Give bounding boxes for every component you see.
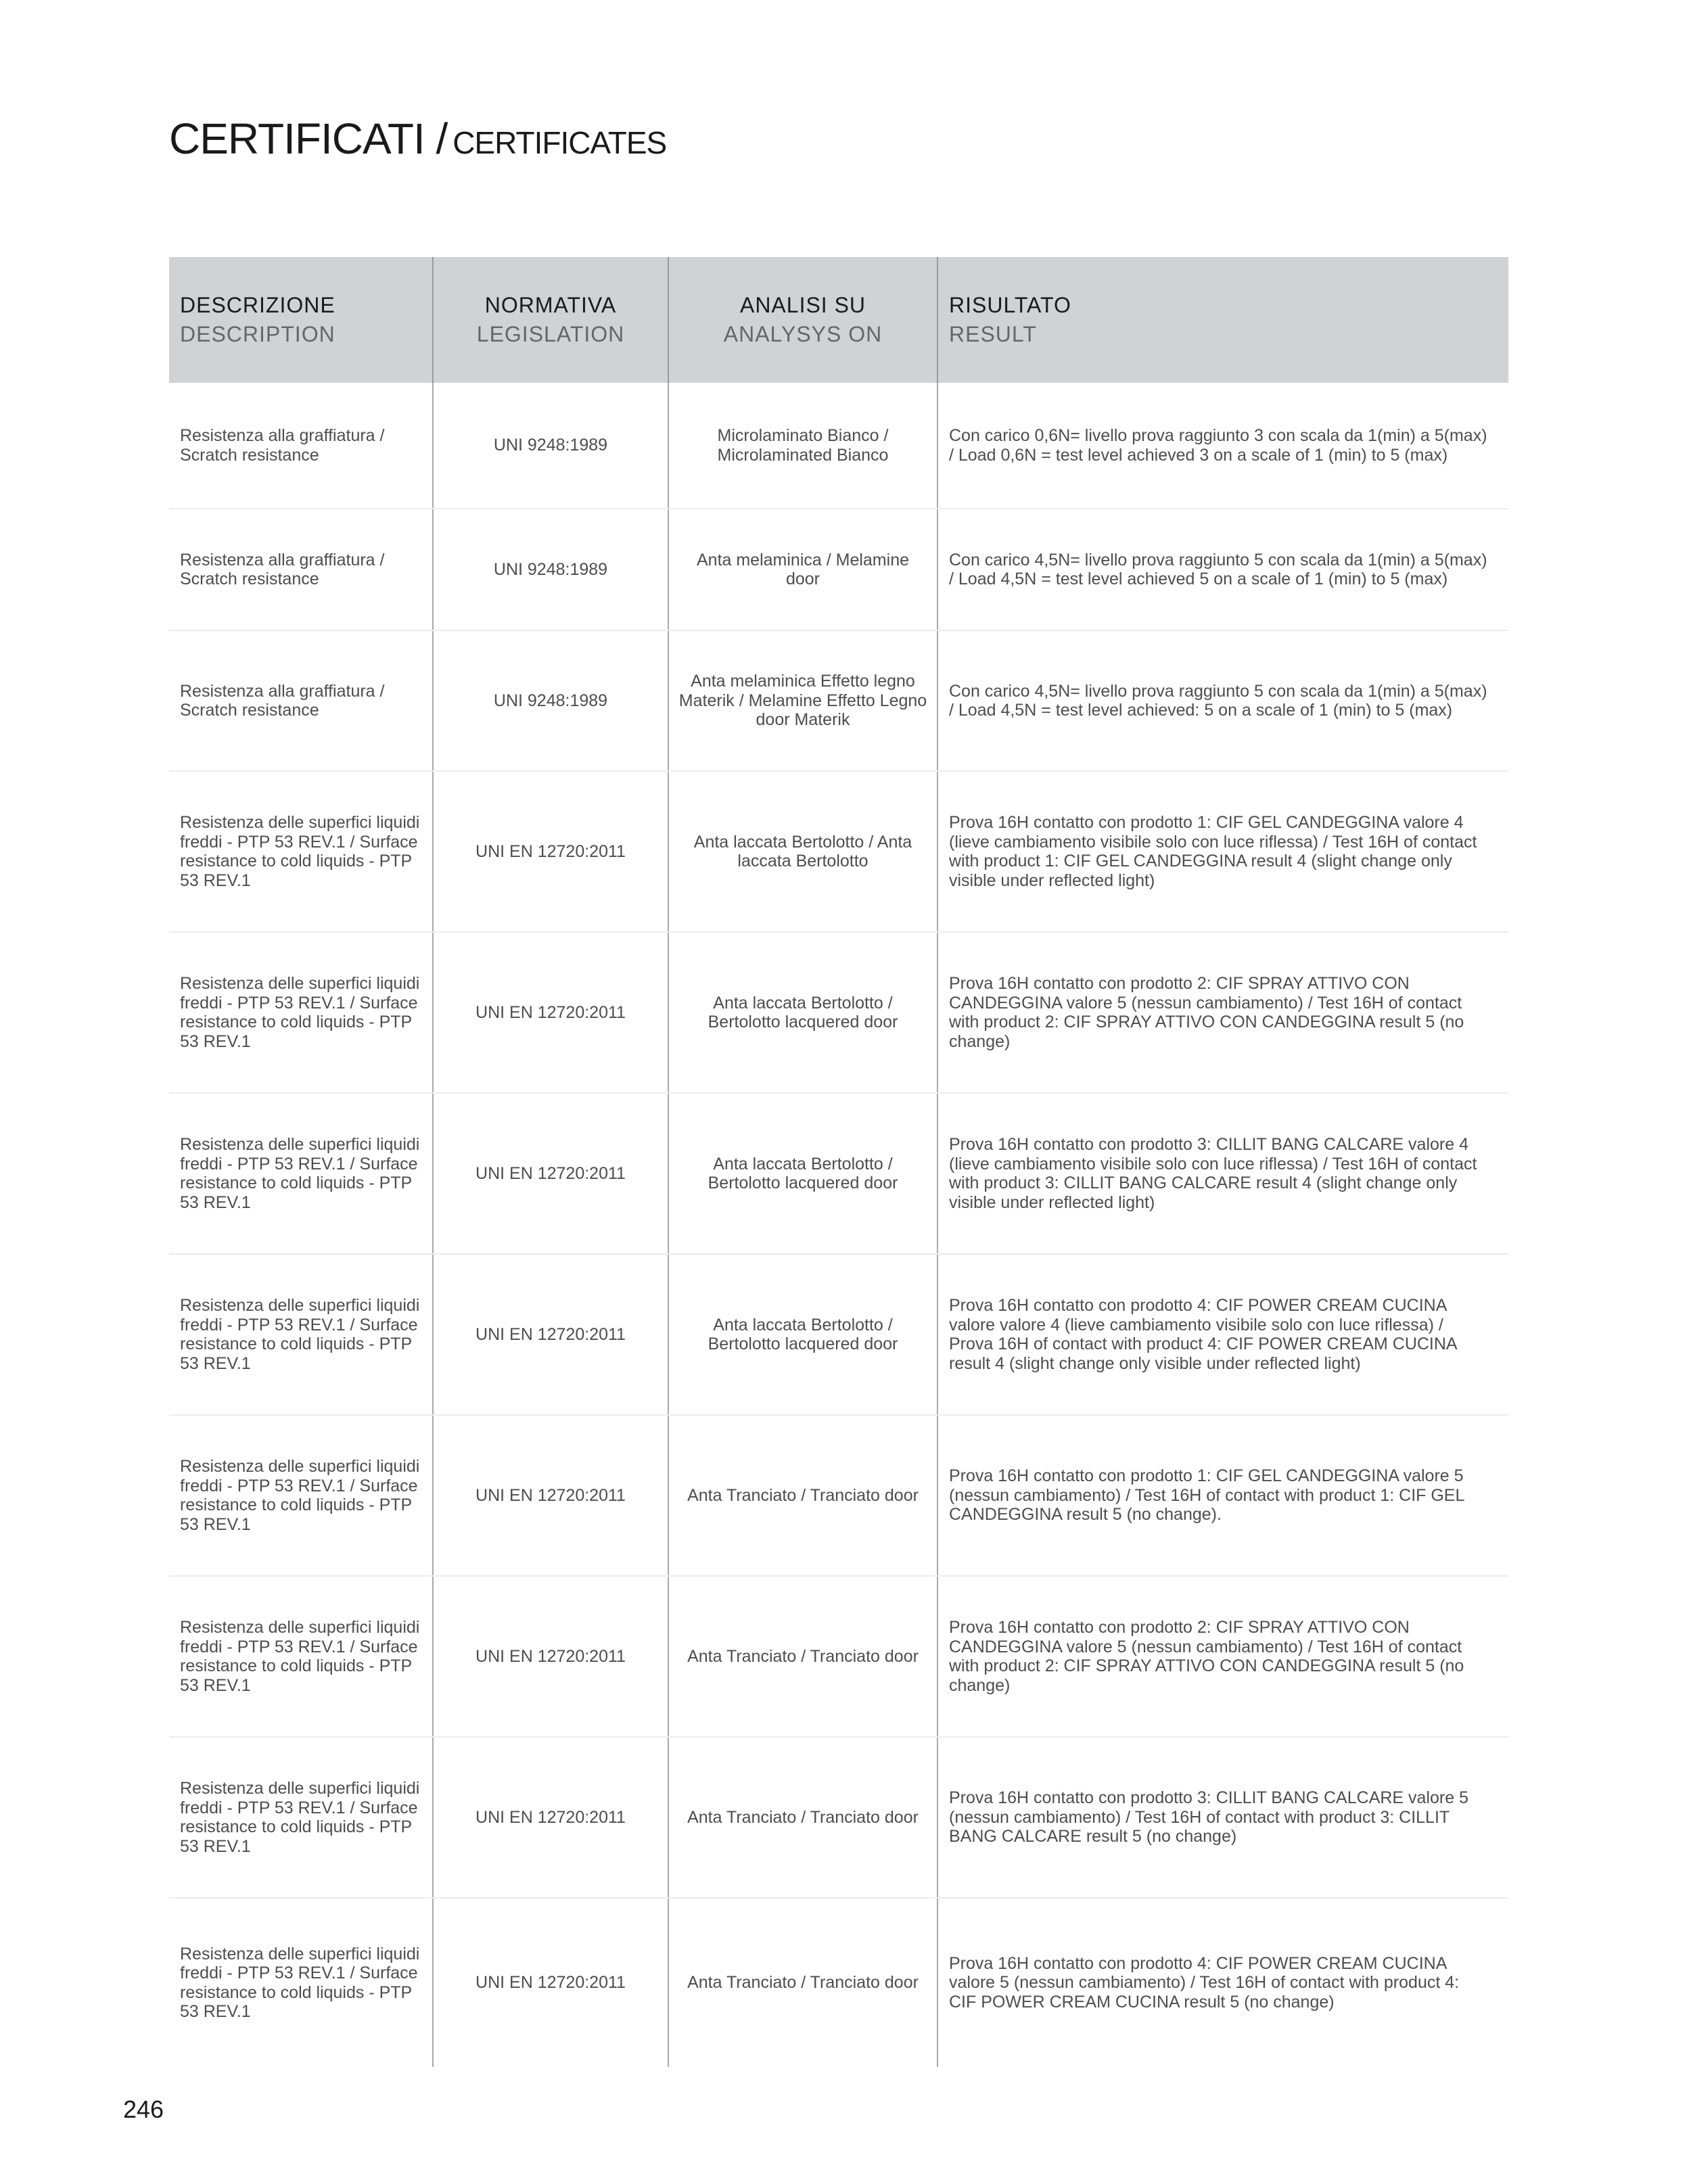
cell-description: Resistenza delle superfici liquidi freddi - PTP 53 REV.1 / Surface resistance to cold liquids - PTP 53 REV.1: [169, 1093, 433, 1254]
header-analysis: [668, 257, 937, 383]
table-row: [169, 932, 1508, 1093]
cell-description: Resistenza alla graffiatura / Scratch resistance: [169, 630, 433, 771]
cell-legislation: UNI EN 12720:2011: [433, 1254, 668, 1415]
cell-description: Resistenza delle superfici liquidi freddi - PTP 53 REV.1 / Surface resistance to cold liquids - PTP 53 REV.1: [169, 932, 433, 1093]
cell-legislation: UNI EN 12720:2011: [433, 1576, 668, 1737]
cell-legislation: UNI EN 12720:2011: [433, 932, 668, 1093]
cell-description: Resistenza delle superfici liquidi freddi - PTP 53 REV.1 / Surface resistance to cold liquids - PTP 53 REV.1: [169, 1737, 433, 1898]
certificates-table: [169, 257, 1508, 2067]
cell-result: Prova 16H contatto con prodotto 1: CIF GEL CANDEGGINA valore 5 (nessun cambiamento) / Test 16H of contact with product 1: CIF GEL CANDEGGINA result 5 (no change).: [937, 1415, 1508, 1576]
cell-analysis: Anta Tranciato / Tranciato door: [668, 1737, 937, 1898]
cell-description: Resistenza delle superfici liquidi freddi - PTP 53 REV.1 / Surface resistance to cold liquids - PTP 53 REV.1: [169, 1576, 433, 1737]
cell-result: Prova 16H contatto con prodotto 3: CILLIT BANG CALCARE valore 5 (nessun cambiamento) / Test 16H of contact with product 3: CILLIT BANG CALCARE result 5 (no change): [937, 1737, 1508, 1898]
header-label-it: ANALISI SU: [739, 293, 866, 317]
cell-description: Resistenza alla graffiatura / Scratch resistance: [169, 509, 433, 630]
table-row: [169, 1576, 1508, 1737]
cell-legislation: UNI 9248:1989: [433, 630, 668, 771]
cell-result: Prova 16H contatto con prodotto 2: CIF SPRAY ATTIVO CON CANDEGGINA valore 5 (nessun cambiamento) / Test 16H of contact with product 2: CIF SPRAY ATTIVO CON CANDEGGINA result 5 (no change): [937, 1576, 1508, 1737]
table-row: [169, 771, 1508, 932]
table-row: [169, 630, 1508, 771]
header-label-en: RESULT: [949, 322, 1037, 346]
cell-analysis: Anta Tranciato / Tranciato door: [668, 1415, 937, 1576]
table-header-row: [169, 257, 1508, 383]
page-title: [169, 114, 666, 164]
cell-result: Prova 16H contatto con prodotto 2: CIF SPRAY ATTIVO CON CANDEGGINA valore 5 (nessun cambiamento) / Test 16H of contact with product 2: CIF SPRAY ATTIVO CON CANDEGGINA result 5 (no change): [937, 932, 1508, 1093]
cell-legislation: UNI EN 12720:2011: [433, 1898, 668, 2067]
cell-legislation: UNI EN 12720:2011: [433, 1737, 668, 1898]
header-description: [169, 257, 433, 383]
cell-analysis: Microlaminato Bianco / Microlaminated Bianco: [668, 383, 937, 509]
cell-result: Prova 16H contatto con prodotto 3: CILLIT BANG CALCARE valore 4 (lieve cambiamento visibile solo con luce riflessa) / Test 16H of contact with product 3: CILLIT BANG CALCARE result 4 (slight change only visible under reflected light): [937, 1093, 1508, 1254]
header-label-it: RISULTATO: [949, 293, 1071, 317]
cell-description: Resistenza delle superfici liquidi freddi - PTP 53 REV.1 / Surface resistance to cold liquids - PTP 53 REV.1: [169, 1415, 433, 1576]
cell-result: Prova 16H contatto con prodotto 4: CIF POWER CREAM CUCINA valore 5 (nessun cambiamento) / Test 16H of contact with product 4: CIF POWER CREAM CUCINA result 5 (no change): [949, 1953, 1460, 2012]
table-row: [169, 383, 1508, 509]
cell-description: Resistenza alla graffiatura / Scratch resistance: [169, 383, 433, 509]
cell-result: Prova 16H contatto con prodotto 4: CIF POWER CREAM CUCINA valore valore 4 (lieve cambiamento visibile solo con luce riflessa) / Prova 16H of contact with product 4: CIF POWER CREAM CUCINA result 4 (slight change only visible under reflected light): [937, 1254, 1508, 1415]
page-title-italian: CERTIFICATI /: [169, 114, 448, 163]
cell-result: Con carico 0,6N= livello prova raggiunto 3 con scala da 1(min) a 5(max) / Load 0,6N = test level achieved 3 on a scale of 1 (min) to 5 (max): [937, 383, 1508, 509]
header-label-en: ANALYSYS ON: [723, 322, 883, 346]
cell-result: Con carico 4,5N= livello prova raggiunto 5 con scala da 1(min) a 5(max) / Load 4,5N = test level achieved: 5 on a scale of 1 (min) to 5 (max): [937, 630, 1508, 771]
cell-analysis: Anta melaminica Effetto legno Materik / Melamine Effetto Legno door Materik: [668, 630, 937, 771]
cell-description: Resistenza delle superfici liquidi freddi - PTP 53 REV.1 / Surface resistance to cold liquids - PTP 53 REV.1: [169, 1898, 433, 2067]
header-result: [937, 257, 1508, 383]
cell-result: Prova 16H contatto con prodotto 1: CIF GEL CANDEGGINA valore 4 (lieve cambiamento visibile solo con luce riflessa) / Test 16H of contact with product 1: CIF GEL CANDEGGINA result 4 (slight change only visible under reflected light): [937, 771, 1508, 932]
cell-analysis: Anta laccata Bertolotto / Bertolotto lacquered door: [668, 1093, 937, 1254]
cell-analysis: Anta laccata Bertolotto / Anta laccata Bertolotto: [668, 771, 937, 932]
cell-legislation: UNI 9248:1989: [433, 383, 668, 509]
cell-legislation: UNI EN 12720:2011: [433, 771, 668, 932]
table-row: [169, 1737, 1508, 1898]
cell-analysis: Anta melaminica / Melamine door: [668, 509, 937, 630]
table-row: [169, 509, 1508, 630]
cell-result: Con carico 4,5N= livello prova raggiunto 5 con scala da 1(min) a 5(max) / Load 4,5N = test level achieved 5 on a scale of 1 (min) to 5 (max): [937, 509, 1508, 630]
page-title-english: CERTIFICATES: [453, 125, 667, 160]
header-label-en: LEGISLATION: [476, 322, 625, 346]
cell-analysis: Anta laccata Bertolotto / Bertolotto lacquered door: [668, 932, 937, 1093]
cell-legislation: UNI EN 12720:2011: [433, 1415, 668, 1576]
header-label-en: DESCRIPTION: [180, 322, 335, 346]
table-row: [169, 1898, 1508, 2067]
cell-description: Resistenza delle superfici liquidi freddi - PTP 53 REV.1 / Surface resistance to cold liquids - PTP 53 REV.1: [169, 1254, 433, 1415]
table-row: [169, 1093, 1508, 1254]
header-legislation: [433, 257, 668, 383]
page-number: 246: [123, 2095, 164, 2123]
cell-description: Resistenza delle superfici liquidi freddi - PTP 53 REV.1 / Surface resistance to cold liquids - PTP 53 REV.1: [169, 771, 433, 932]
table-row: [169, 1415, 1508, 1576]
header-label-it: DESCRIZIONE: [180, 293, 335, 317]
header-label-it: NORMATIVA: [484, 293, 617, 317]
table-row: [169, 1254, 1508, 1415]
cell-analysis: Anta laccata Bertolotto / Bertolotto lacquered door: [668, 1254, 937, 1415]
cell-legislation: UNI 9248:1989: [433, 509, 668, 630]
cell-analysis: Anta Tranciato / Tranciato door: [668, 1576, 937, 1737]
cell-analysis: Anta Tranciato / Tranciato door: [668, 1898, 937, 2067]
cell-legislation: UNI EN 12720:2011: [433, 1093, 668, 1254]
